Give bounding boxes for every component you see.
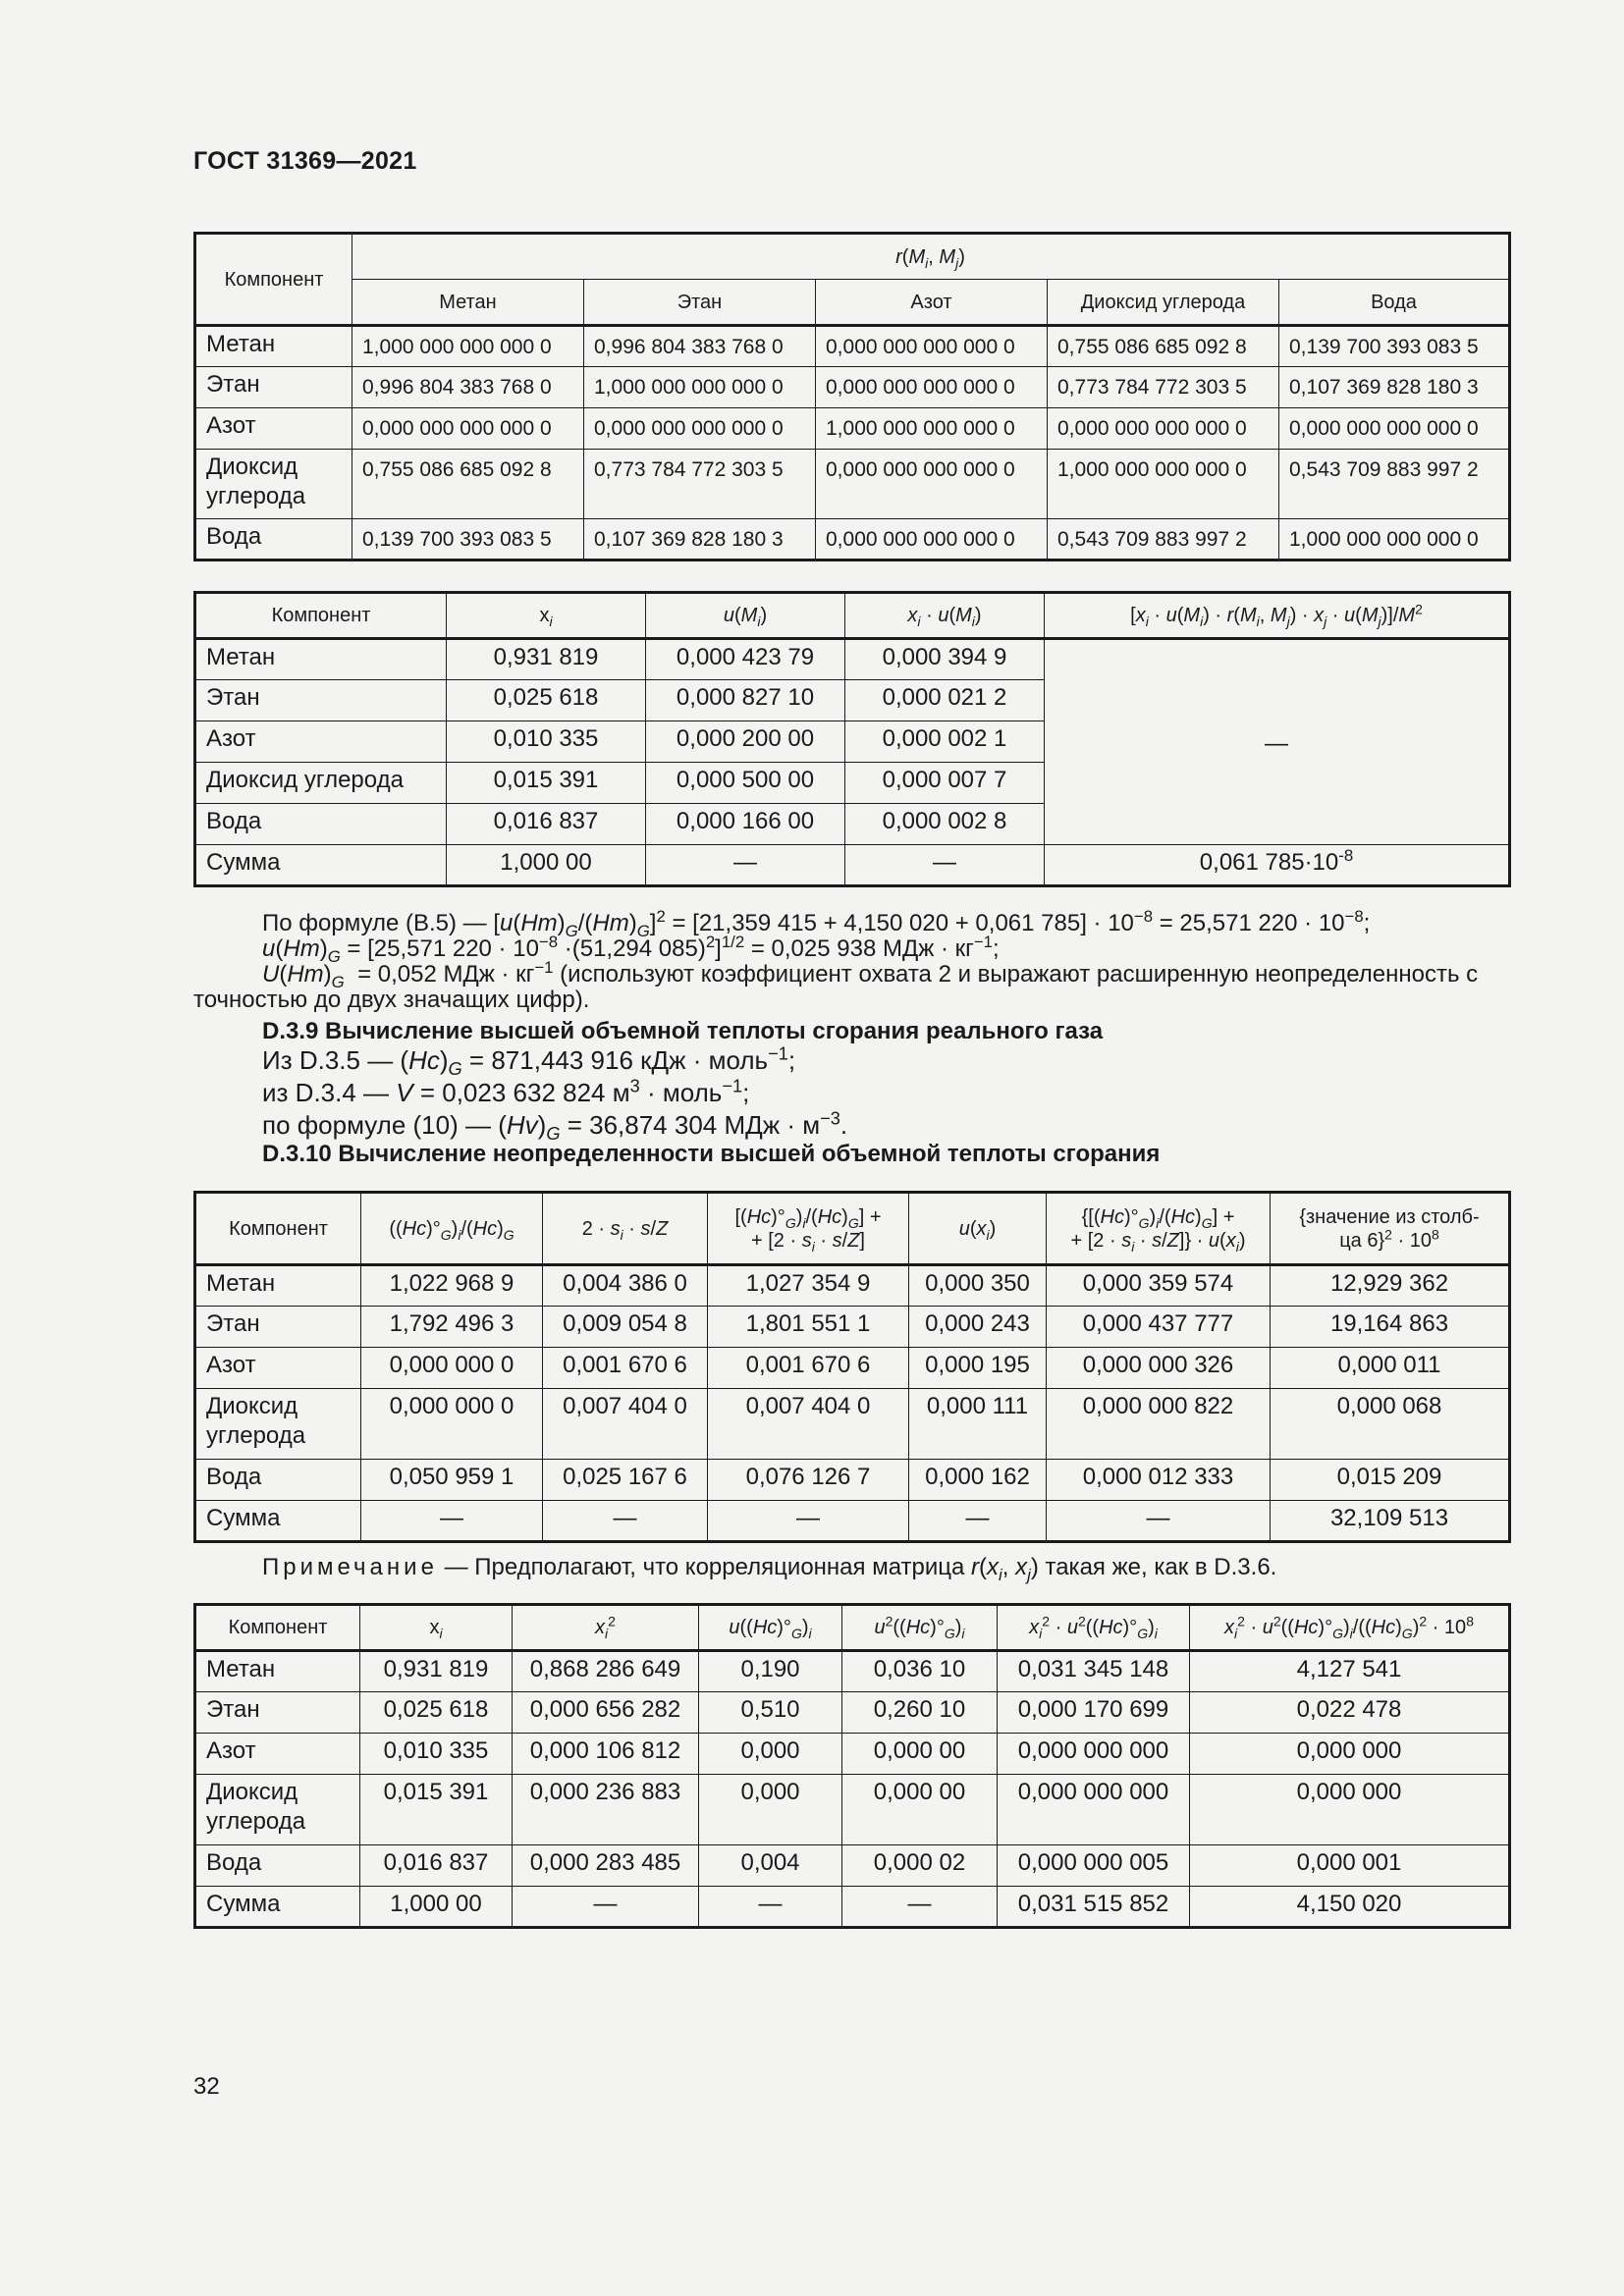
table-cell: 0,000 283 485 xyxy=(513,1845,699,1887)
table-cell: 0,007 404 0 xyxy=(543,1389,708,1460)
table-cell: 0,996 804 383 768 0 xyxy=(352,367,584,408)
table-cell: 0,036 10 xyxy=(842,1651,998,1692)
col-header: $2 \cdot s_i \cdot s/Z$ xyxy=(543,1193,708,1265)
table-cell: — xyxy=(543,1501,708,1542)
row-name: Азот xyxy=(195,408,352,450)
table-cell: 0,000 000 000 000 0 xyxy=(584,408,816,450)
table-cell: 0,000 00 xyxy=(842,1775,998,1845)
section-heading-d310: D.3.10 Вычисление неопределенности высшей объемной теплоты сгорания xyxy=(262,1141,1161,1167)
table-cell: 0,000 000 326 xyxy=(1047,1348,1271,1389)
col-header: $x_i^2$ xyxy=(513,1605,699,1651)
table-cell: — xyxy=(1047,1501,1271,1542)
table-cell: 0,000 200 00 xyxy=(646,721,845,763)
table-row xyxy=(195,1348,1510,1389)
table-cell: 0,755 086 685 092 8 xyxy=(352,450,584,519)
table-cell: 0,000 002 8 xyxy=(845,804,1045,845)
table-row xyxy=(195,1265,1510,1307)
note: Примечание — Предполагают, что корреляционная матрица $r(x_i$, $x_j$) такая же, как в D.3.6. xyxy=(262,1554,1277,1584)
row-name: Диоксид углерода xyxy=(195,450,352,519)
col-header: {значение из столб- ца $6\}^2 \cdot 10^8$ xyxy=(1271,1193,1510,1265)
formula-b5: По формуле (B.5) — $[u(Hm)_G/(Hm)_G]^2 = [21,359$ 415 + 4,150 020 + 0,061 $785] \cdot 10^{-8} = 25,571$ $220 \cdot 10^{-8}$; xyxy=(262,907,1371,940)
table-cell: — xyxy=(699,1887,842,1928)
table-row xyxy=(195,1845,1510,1887)
table-cell: — xyxy=(845,845,1045,886)
table-cell: 0,031 515 852 xyxy=(998,1887,1190,1928)
table-cell: 0,000 000 0 xyxy=(361,1348,543,1389)
table-cell: 0,000 012 333 xyxy=(1047,1460,1271,1501)
table-row xyxy=(195,1651,1510,1692)
table-cell: 0,000 000 822 xyxy=(1047,1389,1271,1460)
table-cell: 0,015 391 xyxy=(447,763,646,804)
table-row xyxy=(195,1307,1510,1348)
row-name: Сумма xyxy=(195,1501,361,1542)
component-uncertainty-table xyxy=(193,1603,1511,1929)
table-cell: 0,000 000 000 xyxy=(998,1775,1190,1845)
table-cell: 0,000 000 000 000 0 xyxy=(816,367,1048,408)
table-cell: 0,015 391 xyxy=(360,1775,513,1845)
table-cell: 0,001 670 6 xyxy=(543,1348,708,1389)
col-header: [$x_i \cdot u(M_i) \cdot r(M_i$, $M_j) \cdot x_j \cdot u(M_j)]/M^2$ xyxy=(1045,593,1510,639)
table-cell: 1,000 000 000 000 0 xyxy=(816,408,1048,450)
line-formula-10: по формуле (10) — $(Hv)_G = 36,874$ 304 МДж · $м^{-3}$. xyxy=(262,1108,848,1145)
table-cell: 0,931 819 xyxy=(447,639,646,680)
col-header: $u((Hc)^\circ_G)_i$ xyxy=(699,1605,842,1651)
table-cell: 0,000 000 000 xyxy=(998,1734,1190,1775)
table-cell: 0,000 02 xyxy=(842,1845,998,1887)
table-cell: 0,996 804 383 768 0 xyxy=(584,326,816,367)
table-cell: 0,000 000 xyxy=(1190,1775,1510,1845)
table-cell: 0,000 394 9 xyxy=(845,639,1045,680)
table-cell: 0,868 286 649 xyxy=(513,1651,699,1692)
row-name: Этан xyxy=(195,1692,360,1734)
col-header: $x_i^2 \cdot u^2((Hc)^\circ_G)_i$ xyxy=(998,1605,1190,1651)
table-cell: 0,076 126 7 xyxy=(708,1460,909,1501)
table-row xyxy=(195,408,1510,450)
table-cell: 0,755 086 685 092 8 xyxy=(1048,326,1279,367)
table-cell: 4,150 020 xyxy=(1190,1887,1510,1928)
table-cell: 0,000 021 2 xyxy=(845,680,1045,721)
table-cell: 0,139 700 393 083 5 xyxy=(352,519,584,561)
table-cell: 0,010 335 xyxy=(447,721,646,763)
row-name: Азот xyxy=(195,721,447,763)
table-cell: 0,025 618 xyxy=(447,680,646,721)
row-name: Вода xyxy=(195,519,352,561)
table-cell: 0,190 xyxy=(699,1651,842,1692)
table-cell: 0,107 369 828 180 3 xyxy=(584,519,816,561)
table-cell: 0,000 243 xyxy=(909,1307,1047,1348)
table-cell: 0,050 959 1 xyxy=(361,1460,543,1501)
table-cell: 0,000 423 79 xyxy=(646,639,845,680)
table-cell: 0,543 709 883 997 2 xyxy=(1048,519,1279,561)
table-row xyxy=(195,1887,1510,1928)
table-cell: 0,000 068 xyxy=(1271,1389,1510,1460)
table-cell: 0,000 011 xyxy=(1271,1348,1510,1389)
row-name: Этан xyxy=(195,680,447,721)
volumetric-uncertainty-table xyxy=(193,1191,1511,1543)
col-header-component: Компонент xyxy=(195,234,352,326)
table-cell: 0,000 xyxy=(699,1775,842,1845)
col-header: $x_i$ xyxy=(447,593,646,639)
table-cell: 0,000 00 xyxy=(842,1734,998,1775)
row-name: Этан xyxy=(195,367,352,408)
table-cell: — xyxy=(361,1501,543,1542)
table-cell: 0,000 359 574 xyxy=(1047,1265,1271,1307)
col-header: $x_i$ xyxy=(360,1605,513,1651)
table-cell: 0,004 xyxy=(699,1845,842,1887)
row-name: Азот xyxy=(195,1348,361,1389)
col-header: Диоксид углерода xyxy=(1048,280,1279,326)
table-cell: 0,773 784 772 303 5 xyxy=(1048,367,1279,408)
col-header: $\{[(Hc)^\circ_G)_i/(Hc)_G]$ + + $[2 \cdot s_i \cdot s/Z]\} \cdot u(x_i)$ xyxy=(1047,1193,1271,1265)
table-cell: 0,000 000 000 000 0 xyxy=(1048,408,1279,450)
row-name: Метан xyxy=(195,326,352,367)
table-cell: 0,000 350 xyxy=(909,1265,1047,1307)
table-cell: 0,107 369 828 180 3 xyxy=(1279,367,1510,408)
table-cell: 0,000 827 10 xyxy=(646,680,845,721)
table-cell: 0,000 000 005 xyxy=(998,1845,1190,1887)
table-cell: — xyxy=(708,1501,909,1542)
col-header-component: Компонент xyxy=(195,1605,360,1651)
col-header-component: Компонент xyxy=(195,593,447,639)
line-d34: из D.3.4 — V = 0,023 632 824 $м^3$ · моль$^{-1}$; xyxy=(262,1076,750,1107)
row-name: Этан xyxy=(195,1307,361,1348)
table-cell: 1,000 000 000 000 0 xyxy=(1048,450,1279,519)
table-cell: 0,000 166 00 xyxy=(646,804,845,845)
table-cell: 0,022 478 xyxy=(1190,1692,1510,1734)
table-cell: 1,027 354 9 xyxy=(708,1265,909,1307)
table-cell: 0,139 700 393 083 5 xyxy=(1279,326,1510,367)
table-cell: 0,031 345 148 xyxy=(998,1651,1190,1692)
table-cell: 0,000 656 282 xyxy=(513,1692,699,1734)
col-header-group: $r(M_i$, $M_j$) xyxy=(352,234,1510,280)
table-cell: 0,010 335 xyxy=(360,1734,513,1775)
table-row xyxy=(195,1389,1510,1460)
table-cell: 0,009 054 8 xyxy=(543,1307,708,1348)
table-cell: 0,000 437 777 xyxy=(1047,1307,1271,1348)
line-d35: Из D.3.5 — $(Hc)_G = 871,443$ 916 кДж · моль$^{-1}$; xyxy=(262,1043,796,1080)
section-heading-d39: D.3.9 Вычисление высшей объемной теплоты сгорания реального газа xyxy=(262,1018,1104,1044)
table-row xyxy=(195,1692,1510,1734)
table-cell: 1,000 000 000 000 0 xyxy=(352,326,584,367)
table-cell: 4,127 541 xyxy=(1190,1651,1510,1692)
table-cell: 0,260 10 xyxy=(842,1692,998,1734)
table-cell: 0,000 007 7 xyxy=(845,763,1045,804)
table-cell: 0,015 209 xyxy=(1271,1460,1510,1501)
table-cell: 0,000 002 1 xyxy=(845,721,1045,763)
row-name: Метан xyxy=(195,1651,360,1692)
table-cell: — xyxy=(842,1887,998,1928)
correlation-matrix-table xyxy=(193,232,1511,561)
table-row xyxy=(195,1775,1510,1845)
table-cell: 0,773 784 772 303 5 xyxy=(584,450,816,519)
row-name: Вода xyxy=(195,1460,361,1501)
table-cell: 1,792 496 3 xyxy=(361,1307,543,1348)
col-header-component: Компонент xyxy=(195,1193,361,1265)
row-name: Диоксид углерода xyxy=(195,1775,360,1845)
col-header: $x_i \cdot u(M_i)$ xyxy=(845,593,1045,639)
table-cell: 12,929 362 xyxy=(1271,1265,1510,1307)
expanded-uncertainty-line: $U(Hm)_G = 0,052$ МДж · $кг^{-1}$ (используют коэффициент охвата 2 и выражают расширенную неопределенность с точностью до двух значащих цифр). xyxy=(193,958,1479,1013)
table-cell: 0,061 $785\cdot 10^{-8}$ xyxy=(1045,845,1510,886)
table-cell: 0,000 000 000 000 0 xyxy=(816,450,1048,519)
table-cell: 0,000 106 812 xyxy=(513,1734,699,1775)
table-cell: 0,000 111 xyxy=(909,1389,1047,1460)
row-name: Вода xyxy=(195,1845,360,1887)
table-cell: 0,001 670 6 xyxy=(708,1348,909,1389)
u-hm-line: $u(Hm)_G = [25,571$ $220 \cdot 10^{-8} \cdot(51,294$ 085)$^2$]$^{1/2}$ = 0,025 938 МДж · $кг^{-1}$; xyxy=(262,933,1000,966)
col-header: $u^2((Hc)^\circ_G)_i$ xyxy=(842,1605,998,1651)
table-row xyxy=(195,1460,1510,1501)
table-cell: 0,000 xyxy=(699,1734,842,1775)
table-cell: 0,000 000 000 000 0 xyxy=(816,519,1048,561)
row-name: Метан xyxy=(195,1265,361,1307)
row-name: Диоксид углерода xyxy=(195,763,447,804)
table-cell: — xyxy=(646,845,845,886)
table-cell: 1,000 00 xyxy=(360,1887,513,1928)
table-cell: 0,016 837 xyxy=(360,1845,513,1887)
table-row xyxy=(195,326,1510,367)
table-cell: — xyxy=(513,1887,699,1928)
row-name: Диоксид углерода xyxy=(195,1389,361,1460)
table-cell: 1,022 968 9 xyxy=(361,1265,543,1307)
page-header: ГОСТ 31369—2021 xyxy=(193,147,417,175)
table-cell: 0,025 618 xyxy=(360,1692,513,1734)
molar-mass-uncertainty-table xyxy=(193,591,1511,887)
table-cell: 0,000 000 000 000 0 xyxy=(352,408,584,450)
page-number: 32 xyxy=(193,2073,220,2100)
table-cell: 0,000 236 883 xyxy=(513,1775,699,1845)
row-name: Сумма xyxy=(195,1887,360,1928)
table-cell: 0,016 837 xyxy=(447,804,646,845)
row-name: Азот xyxy=(195,1734,360,1775)
table-cell: 1,000 000 000 000 0 xyxy=(1279,519,1510,561)
table-cell: 0,007 404 0 xyxy=(708,1389,909,1460)
col-header: $x_i^2 \cdot u^2((Hc)^\circ_G)_i/((Hc)_G)^2 \cdot 10^8$ xyxy=(1190,1605,1510,1651)
table-cell: 0,931 819 xyxy=(360,1651,513,1692)
row-name: Сумма xyxy=(195,845,447,886)
table-cell: 1,801 551 1 xyxy=(708,1307,909,1348)
col-header: $u(M_i)$ xyxy=(646,593,845,639)
table-cell: 0,000 000 000 000 0 xyxy=(816,326,1048,367)
row-name: Метан xyxy=(195,639,447,680)
merged-cell: — xyxy=(1045,639,1510,845)
table-cell: 0,000 000 xyxy=(1190,1734,1510,1775)
table-cell: 0,004 386 0 xyxy=(543,1265,708,1307)
text-block xyxy=(193,907,1508,1167)
table-row xyxy=(195,845,1510,886)
table-cell: 0,000 000 0 xyxy=(361,1389,543,1460)
col-header: Азот xyxy=(816,280,1048,326)
table-row xyxy=(195,519,1510,561)
col-header: Этан xyxy=(584,280,816,326)
table-cell: 1,000 000 000 000 0 xyxy=(584,367,816,408)
table-cell: 0,025 167 6 xyxy=(543,1460,708,1501)
table-cell: 0,000 195 xyxy=(909,1348,1047,1389)
table-cell: 0,000 170 699 xyxy=(998,1692,1190,1734)
table-cell: 32,109 513 xyxy=(1271,1501,1510,1542)
row-name: Вода xyxy=(195,804,447,845)
table-cell: 0,000 162 xyxy=(909,1460,1047,1501)
table-row xyxy=(195,639,1510,680)
table-cell: 19,164 863 xyxy=(1271,1307,1510,1348)
col-header: $[(Hc)^\circ_G)_i/(Hc)_G$] + + $[2 \cdot s_i \cdot s/Z]$ xyxy=(708,1193,909,1265)
table-cell: 0,000 001 xyxy=(1190,1845,1510,1887)
table-cell: 0,000 500 00 xyxy=(646,763,845,804)
table-cell: 0,510 xyxy=(699,1692,842,1734)
table-cell: — xyxy=(909,1501,1047,1542)
table-row xyxy=(195,367,1510,408)
table-row xyxy=(195,1734,1510,1775)
table-row xyxy=(195,450,1510,519)
col-header: Вода xyxy=(1279,280,1510,326)
table-cell: 0,543 709 883 997 2 xyxy=(1279,450,1510,519)
table-cell: 1,000 00 xyxy=(447,845,646,886)
col-header: $((Hc)^\circ_G)_i/(Hc)_G$ xyxy=(361,1193,543,1265)
table-cell: 0,000 000 000 000 0 xyxy=(1279,408,1510,450)
note-label: Примечание xyxy=(262,1554,438,1580)
col-header: $u(x_i)$ xyxy=(909,1193,1047,1265)
col-header: Метан xyxy=(352,280,584,326)
table-row xyxy=(195,1501,1510,1542)
